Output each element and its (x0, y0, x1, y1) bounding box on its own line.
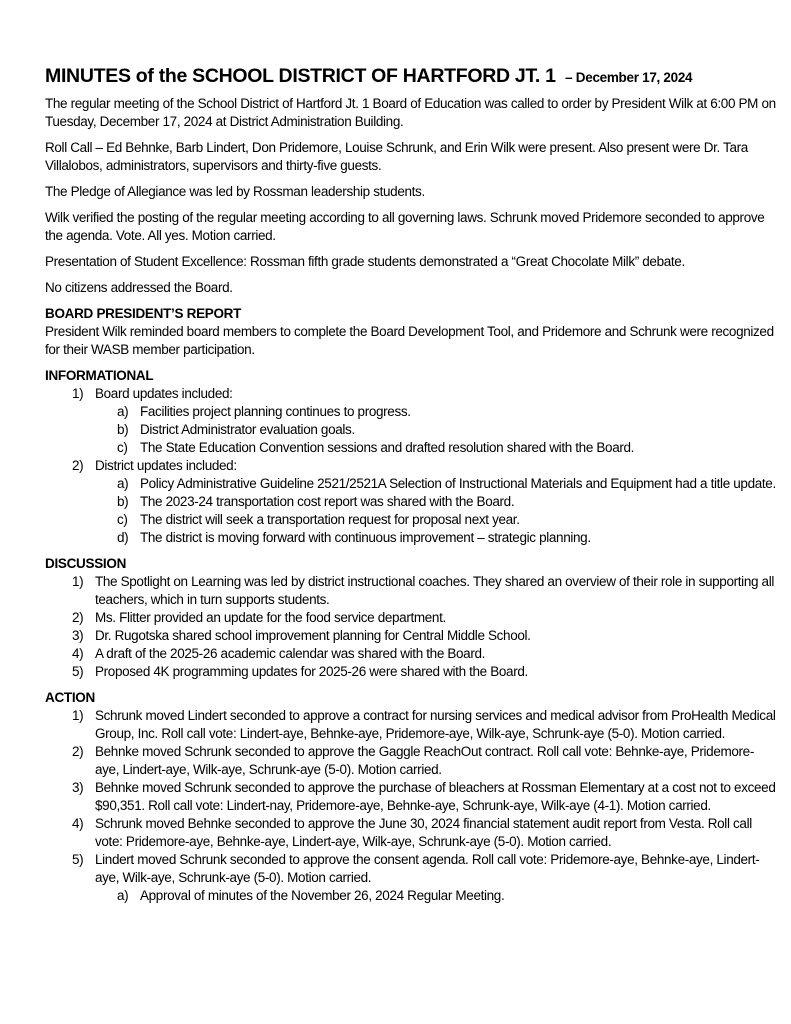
paragraph: The Pledge of Allegiance was led by Rossman leadership students. (45, 184, 425, 199)
list-item-letter: d) (117, 530, 129, 545)
list-item-text: District updates included: (95, 458, 237, 473)
list-item (117, 475, 777, 493)
section-heading: BOARD PRESIDENT’S REPORT (45, 306, 242, 321)
section-paragraph: President Wilk reminded board members to complete the Board Development Tool, and Pridemore and Schrunk were recognized for their WASB member participation. (45, 324, 774, 357)
list-item-number: 1) (72, 708, 84, 723)
list-item (117, 529, 777, 547)
list-item-letter: b) (117, 422, 129, 437)
document-title: MINUTES of the SCHOOL DISTRICT OF HARTFORD JT. 1 (45, 65, 556, 87)
list-item (72, 815, 777, 851)
list-item-text: Policy Administrative Guideline 2521/2521A Selection of Instructional Materials and Equipment had a title update. (140, 476, 776, 491)
list-item (72, 851, 777, 887)
paragraph: The regular meeting of the School District of Hartford Jt. 1 Board of Education was called to order by President Wilk at 6:00 PM on Tuesday, December 17, 2024 at District Administration Building. (45, 96, 776, 129)
section (45, 367, 777, 547)
list-item-number: 2) (72, 610, 84, 625)
list-item-text: Behnke moved Schrunk seconded to approve the Gaggle ReachOut contract. Roll call vote: Behnke-aye, Pridemore-aye, Lindert-aye, Wilk-aye, Schrunk-aye (5-0). Motion carried. (95, 744, 754, 777)
list-item-letter: b) (117, 494, 129, 509)
list-item-number: 4) (72, 646, 84, 661)
list-item (72, 663, 777, 681)
list-item-text: Board updates included: (95, 386, 233, 401)
list-item-text: The district will seek a transportation request for proposal next year. (140, 512, 520, 527)
list-item (72, 573, 777, 609)
paragraph: Roll Call – Ed Behnke, Barb Lindert, Don Pridemore, Louise Schrunk, and Erin Wilk were present. Also present were Dr. Tara Villalobos, administrators, supervisors and thirty-five guests. (45, 140, 748, 173)
document-title-date: – December 17, 2024 (565, 70, 693, 85)
list-item-text: The district is moving forward with continuous improvement – strategic planning. (140, 530, 591, 545)
list-item-number: 5) (72, 664, 84, 679)
list-item-text: District Administrator evaluation goals. (140, 422, 355, 437)
section (45, 555, 777, 681)
list-item-number: 2) (72, 744, 84, 759)
list-item-number: 3) (72, 780, 84, 795)
list-item-text: Facilities project planning continues to progress. (140, 404, 411, 419)
document (45, 64, 777, 913)
section-heading: INFORMATIONAL (45, 368, 154, 383)
paragraph: No citizens addressed the Board. (45, 280, 233, 295)
document-title-row (45, 64, 777, 90)
list-item (72, 707, 777, 743)
list-item-number: 1) (72, 574, 84, 589)
list-item (72, 385, 777, 403)
list-item-number: 1) (72, 386, 84, 401)
list-item-text: Approval of minutes of the November 26, 2024 Regular Meeting. (140, 888, 505, 903)
list-item-text: The State Education Convention sessions and drafted resolution shared with the Board. (140, 440, 635, 455)
list-item-letter: c) (117, 512, 128, 527)
list-item-text: Schrunk moved Behnke seconded to approve the June 30, 2024 financial statement audit report from Vesta. Roll call vote: Pridemore-aye, Behnke-aye, Lindert-aye, Wilk-aye, Schrunk-aye (5-0). Motion carried. (95, 816, 752, 849)
list-item-text: Proposed 4K programming updates for 2025-26 were shared with the Board. (95, 664, 528, 679)
list-item (117, 493, 777, 511)
list-item (72, 609, 777, 627)
list-item-number: 3) (72, 628, 84, 643)
list-item-text: Dr. Rugotska shared school improvement planning for Central Middle School. (95, 628, 531, 643)
document-body (45, 95, 777, 905)
list-item-letter: a) (117, 888, 129, 903)
section (45, 305, 777, 359)
list-item (117, 511, 777, 529)
list-item (117, 439, 777, 457)
list-item-letter: a) (117, 476, 129, 491)
list-item-text: Schrunk moved Lindert seconded to approve a contract for nursing services and medical advisor from ProHealth Medical Group, Inc. Roll call vote: Lindert-aye, Behnke-aye, Pridemore-aye, Wilk-aye, Schrunk-aye (5-0). Motion carried. (95, 708, 776, 741)
list-item-letter: c) (117, 440, 128, 455)
list-item-text: The Spotlight on Learning was led by district instructional coaches. They shared an overview of their role in supporting all teachers, which in turn supports students. (95, 574, 774, 607)
paragraph: Wilk verified the posting of the regular meeting according to all governing laws. Schrunk moved Pridemore seconded to approve the agenda. Vote. All yes. Motion carried. (45, 210, 765, 243)
list-item (117, 887, 777, 905)
list-item-text: A draft of the 2025-26 academic calendar was shared with the Board. (95, 646, 486, 661)
list-item-text: Behnke moved Schrunk seconded to approve the purchase of bleachers at Rossman Elementary at a cost not to exceed $90,351. Roll call vote: Lindert-nay, Pridemore-aye, Behnke-aye, Schrunk-aye, Wilk-aye (4-1). Motion carried. (95, 780, 776, 813)
list-item-number: 2) (72, 458, 84, 473)
paragraph: Presentation of Student Excellence: Rossman fifth grade students demonstrated a “Great Chocolate Milk” debate. (45, 254, 685, 269)
list-item (117, 403, 777, 421)
list-item-text: Ms. Flitter provided an update for the food service department. (95, 610, 446, 625)
list-item-text: Lindert moved Schrunk seconded to approve the consent agenda. Roll call vote: Pridemore-aye, Behnke-aye, Lindert-aye, Wilk-aye, Schrunk-aye (5-0). Motion carried. (95, 852, 760, 885)
section (45, 689, 777, 905)
list-item (72, 743, 777, 779)
list-item (117, 421, 777, 439)
list-item-text: The 2023-24 transportation cost report was shared with the Board. (140, 494, 515, 509)
list-item (72, 779, 777, 815)
list-item-letter: a) (117, 404, 129, 419)
list-item (72, 457, 777, 475)
section-heading: ACTION (45, 690, 95, 705)
list-item (72, 627, 777, 645)
list-item (72, 645, 777, 663)
section-heading: DISCUSSION (45, 556, 127, 571)
list-item-number: 4) (72, 816, 84, 831)
list-item-number: 5) (72, 852, 84, 867)
